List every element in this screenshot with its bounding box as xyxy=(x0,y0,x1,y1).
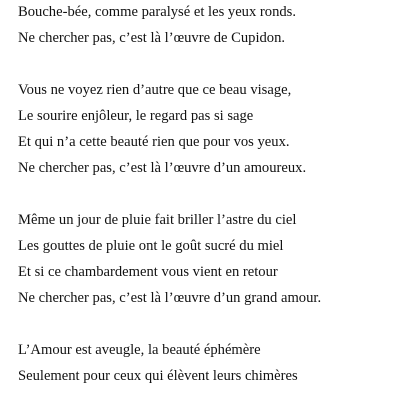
poem-line: Bouche-bée, comme paralysé et les yeux ronds. xyxy=(18,4,296,20)
stanza-4 xyxy=(18,337,394,389)
poem-line: Le sourire enjôleur, le regard pas si sage xyxy=(18,108,254,124)
poem-line: Et qui n’a cette beauté rien que pour vos yeux. xyxy=(18,134,290,150)
poem-line: Les gouttes de pluie ont le goût sucré du miel xyxy=(18,238,284,254)
poem-text xyxy=(18,0,394,400)
poem-line: Même un jour de pluie fait briller l’astre du ciel xyxy=(18,212,297,228)
poem-line: Et si ce chambardement vous vient en retour xyxy=(18,264,278,280)
poem-line: Vous ne voyez rien d’autre que ce beau visage, xyxy=(18,82,292,98)
stanza-2 xyxy=(18,77,394,181)
poem-line: Ne chercher pas, c’est là l’œuvre d’un amoureux. xyxy=(18,160,307,176)
poem-line: L’Amour est aveugle, la beauté éphémère xyxy=(18,342,261,358)
poem-line: Ne chercher pas, c’est là l’œuvre d’un grand amour. xyxy=(18,290,322,306)
poem-line: Ne chercher pas, c’est là l’œuvre de Cupidon. xyxy=(18,30,286,46)
poem-line: Seulement pour ceux qui élèvent leurs chimères xyxy=(18,368,298,384)
stanza-3 xyxy=(18,207,394,311)
stanza-1 xyxy=(18,0,394,51)
